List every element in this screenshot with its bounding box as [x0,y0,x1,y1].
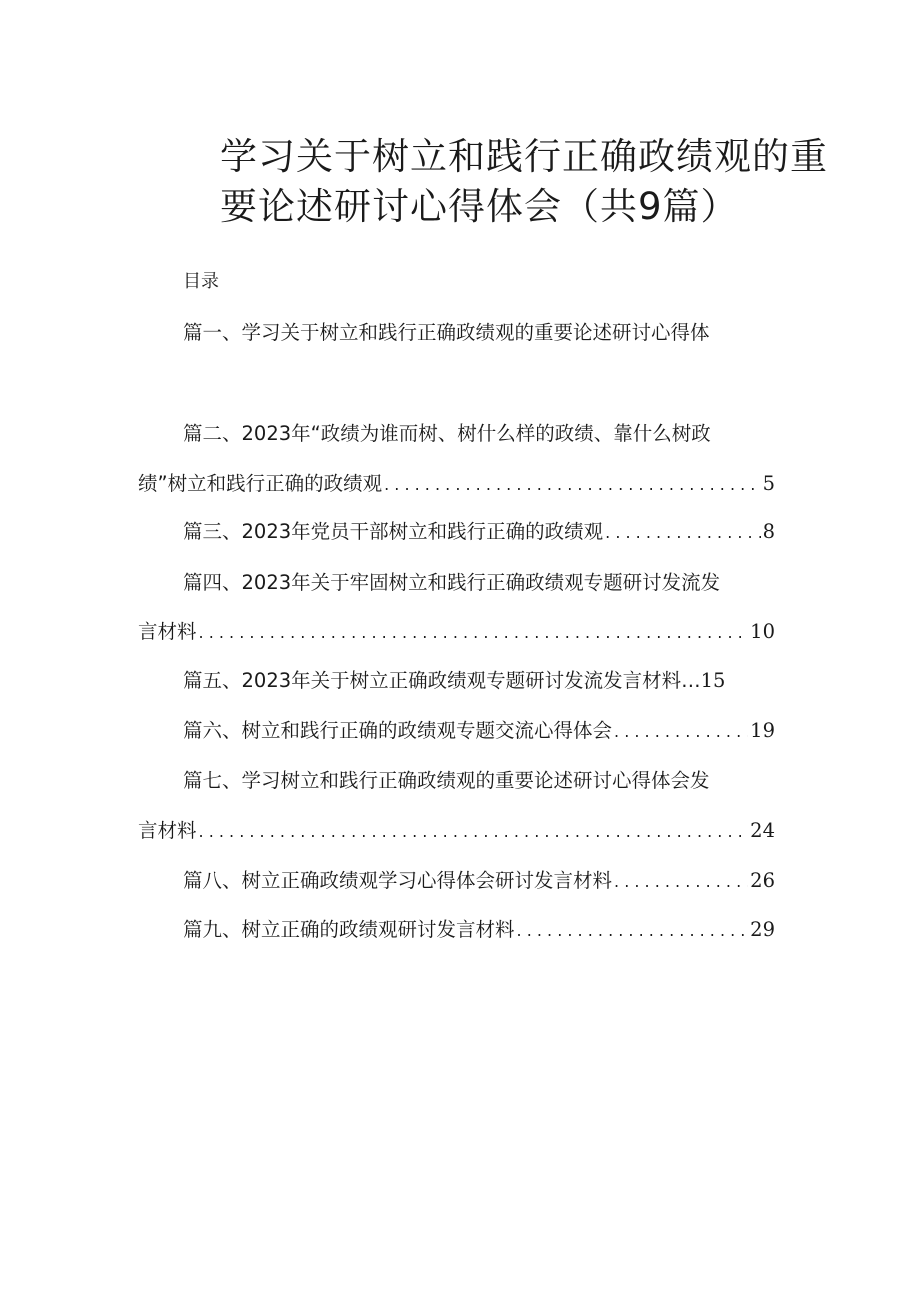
document-title [220,132,828,232]
toc-entry-text: 篇二、2023年“政绩为谁而树、树什么样的政绩、靠什么树政 [183,422,711,445]
toc-entry-9[interactable] [183,915,775,945]
toc-leader-dots [199,618,749,648]
toc-entry-text: 篇一、学习关于树立和践行正确政绩观的重要论述研讨心得体 [183,321,710,344]
toc-page-number: 5 [762,472,775,495]
toc-entry-text: 绩”树立和践行正确的政绩观 [138,472,383,495]
toc-entry-7-continued[interactable] [138,816,775,846]
toc-entry-text: 篇四、2023年关于牢固树立和践行正确政绩观专题研讨发流发 [183,571,721,594]
toc-entry-7[interactable] [183,766,775,796]
toc-entry-text: 篇八、树立正确政绩观学习心得体会研讨发言材料 [183,869,613,892]
toc-page-number: 19 [750,719,775,742]
toc-entry-text: 篇七、学习树立和践行正确政绩观的重要论述研讨心得体会发 [183,769,710,792]
toc-page-number: 8 [762,520,775,543]
toc-entry-2[interactable] [183,419,775,449]
toc-entry-2-continued[interactable] [138,469,775,499]
toc-entry-text: 篇五、2023年关于树立正确政绩观专题研讨发流发言材料… [183,669,701,692]
title-line-1: 学习关于树立和践行正确政绩观的重 [220,135,828,178]
toc-heading: 目录 [183,271,219,292]
toc-page-number: 15 [700,669,726,692]
toc-page-number: 24 [750,819,775,842]
toc-entry-text: 篇三、2023年党员干部树立和践行正确的政绩观 [183,520,604,543]
title-line-2: 要论述研讨心得体会（共9篇） [220,185,739,228]
toc-leader-dots [517,916,749,946]
toc-entry-3[interactable] [183,517,775,547]
toc-leader-dots [199,817,749,847]
toc-leader-dots [614,867,748,897]
toc-entry-text: 言材料 [138,620,197,643]
toc-entry-6[interactable] [183,716,775,746]
toc-entry-5[interactable] [183,666,775,696]
toc-entry-text: 篇九、树立正确的政绩观研讨发言材料 [183,918,515,941]
toc-page-number: 29 [750,918,775,941]
toc-page-number: 10 [750,620,775,643]
toc-entry-text: 篇六、树立和践行正确的政绩观专题交流心得体会 [183,719,613,742]
toc-entry-1[interactable] [183,318,775,348]
toc-page-number: 26 [750,869,775,892]
toc-entry-text: 言材料 [138,819,197,842]
toc-leader-dots [605,518,760,548]
toc-entry-8[interactable] [183,866,775,896]
toc-leader-dots [614,717,748,747]
toc-entry-4-continued[interactable] [138,617,775,647]
toc-leader-dots [384,470,760,500]
toc-entry-4[interactable] [183,568,775,598]
